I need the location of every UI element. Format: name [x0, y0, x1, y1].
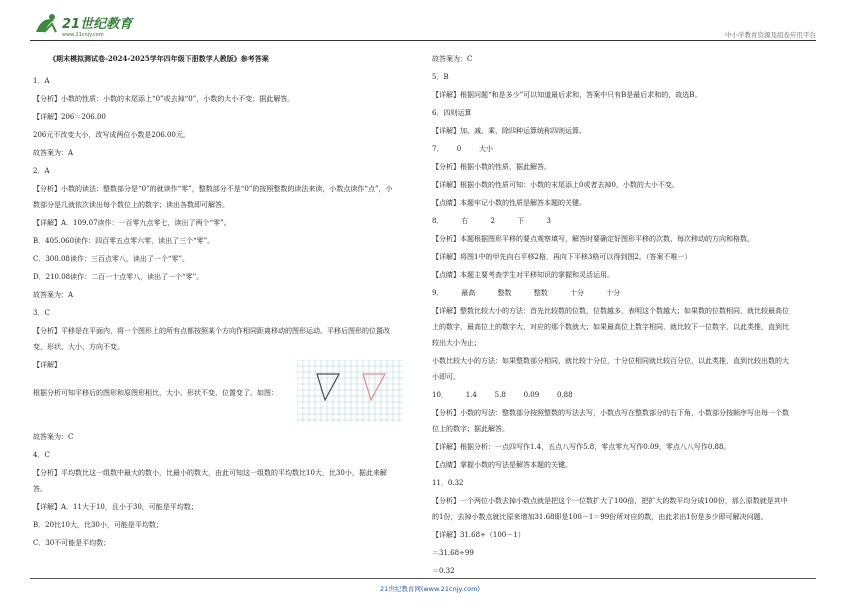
answer-line: 小即可。 [432, 373, 460, 381]
answer-line: 206元不改变大小，改写成两位小数是206.00元。 [33, 131, 190, 139]
header-platform-text: 中小学教育资源及组卷应用平台 [725, 31, 816, 39]
answer-line: B．405.060读作：四百零五点零六零，读出了三个“零”。 [33, 237, 215, 245]
answer-line: 【详解】加、减、乘、除四种运算统称四则运算。 [432, 127, 586, 135]
answer-line: 数部分是几就依次读出每个数位上的数字；读出各数即可解答。 [33, 201, 229, 209]
answer-line: 【分析】小数的性质：小数的末尾添上“0”或去掉“0”，小数的大小不变；据此解答。 [33, 95, 295, 103]
answer-line: D．210.08读作：二百一十点零八，读出了一个“零”。 [33, 273, 204, 281]
answer-line: 变，形状、大小、方向不变。 [33, 343, 124, 351]
answer-line: 位上的数字；据此解答。 [432, 425, 509, 433]
answer-line: 7． 0 大小 [432, 145, 494, 153]
answer-line: 故答案为：C [432, 55, 473, 63]
answer-line: 【分析】平移是在平面内，将一个图形上的所有点都按照某个方向作相同距离移动的图形运动。平移后图形的位置改 [33, 327, 390, 335]
answer-line: 的1份，去掉小数点就比原来增加31.68即是100－1＝99份所对应的数，由此求出1份是多少即可解决问题。 [432, 513, 768, 521]
site-logo [30, 10, 150, 40]
answer-line: 【点睛】掌握小数的写法是解答本题的关键。 [432, 461, 572, 469]
answer-line: 小数比较大小的方法：如果整数部分相同，就比较十分位，十分位相同就比较百分位，以此类推，直到比较出数的大 [432, 357, 789, 365]
answer-line: 【详解】根据分析：一点四写作1.4，五点八写作5.8，零点零九写作0.09，零点八八写作0.88。 [432, 443, 731, 451]
answer-line: 根据分析可知平移后的图形和原图形相比，大小、形状不变，位置变了。如图： [33, 389, 278, 397]
answer-line: 【点睛】本题牢记小数的性质是解答本题的关键。 [432, 199, 586, 207]
answer-line: 【详解】 [33, 361, 61, 369]
answer-line: 2．A [33, 167, 50, 175]
answer-line: 10． 1.4 5.8 0.09 0.88 [432, 391, 573, 399]
footer-divider [30, 578, 816, 579]
answer-line: 【详解】206＝206.00 [33, 113, 106, 121]
answer-line: 【点睛】本题主要考查学生对平移知识的掌握和灵活运用。 [432, 271, 614, 279]
logo-subtext: www.21cnjy.com [62, 32, 104, 38]
answer-line: 5．B [432, 73, 449, 81]
translation-figure [297, 360, 403, 422]
answer-line: ＝31.68÷99 [432, 549, 474, 557]
answer-line: C．300.08读作：三百点零八，读出了一个“零”。 [33, 255, 190, 263]
answer-line: 6．四则运算 [432, 109, 472, 117]
answer-line: 【详解】A．109.07读作：一百零九点零七，读出了两个“零”。 [33, 219, 231, 227]
answer-line: 【分析】一个两位小数去掉小数点就是把这个一位数扩大了100倍，把扩大的数平均分成100份，那么原数就是其中 [432, 497, 788, 505]
answer-line: 【分析】小数的写法：整数部分按照整数的写法去写，小数点写在整数部分的右下角，小数部分按顺序写出每一个数 [432, 409, 789, 417]
footer-link[interactable]: 21世纪教育网(www.21cnjy.com) [380, 585, 480, 593]
header-divider [30, 40, 816, 41]
answer-line: B．20比10大，比30小，可能是平均数； [33, 521, 163, 529]
answer-line: 故答案为：A [33, 291, 74, 299]
logo-text: 21世纪教育 [62, 17, 133, 32]
answer-line: ＝0.32 [432, 567, 455, 575]
answer-line: 故答案为：C [33, 433, 74, 441]
answer-line: 3．C [33, 309, 50, 317]
answer-line: 【详解】31.68÷（100－1） [432, 531, 525, 539]
answer-line: 答。 [33, 485, 47, 493]
answer-line: 【分析】本题根据图形平移的要点观察填写，解答时要确定好图形平移的次数、每次移动的方向和格数。 [432, 235, 754, 243]
answer-line: 故答案为：A [33, 149, 74, 157]
answer-line: 【分析】小数的读法：整数部分是“0”的就读作“零”，整数部分不是“0”的按照整数的读法来读，小数点读作“点”，小 [33, 185, 393, 193]
answer-line: 【详解】根据问题“和是多少”可以知道最后求和，答案中只有B是最后求和的，故选B。 [432, 91, 702, 99]
answer-line: 【分析】平均数比这一组数中最大的数小，比最小的数大，由此可知这一组数的平均数比10大，比30小，据此来解 [33, 469, 387, 477]
answer-line: 【详解】将图1中的甲先向右平移2格，再向下平移3格可以得到图2。（答案不唯一） [432, 253, 692, 261]
answer-line: C．30不可能是平均数； [33, 539, 111, 547]
answer-line: 【详解】A．11大于10，且小于30，可能是平均数； [33, 503, 198, 511]
answer-line: 【详解】整数比较大小的方法：首先比较数的位数，位数越多，表明这个数越大；如果数的位数相同，就比较最高位 [432, 307, 789, 315]
answer-line: 【分析】根据小数的性质，据此解答。 [432, 163, 551, 171]
answer-line: 上的数字，最高位上的数字大，对应的那个数就大；如果最高位上数字相同，就比较下一位数字，以此类推，直到比 [432, 323, 789, 331]
answer-line: 较出大小为止； [432, 339, 481, 347]
answer-line: 11．0.32 [432, 479, 464, 487]
answer-line: 4．C [33, 451, 50, 459]
document-title: 《期末模拟测试卷-2024-2025学年四年级下册数学人教版》参考答案 [49, 54, 269, 63]
answer-line: 8． 右 2 下 3 [432, 217, 551, 225]
answer-line: 9． 最高 整数 整数 十分 十分 [432, 289, 621, 297]
grid-lines [297, 360, 403, 422]
answer-line: 【详解】根据小数的性质可知：小数的末尾添上0或者去掉0，小数的大小不变。 [432, 181, 679, 189]
answer-line: 1．A [33, 77, 50, 85]
